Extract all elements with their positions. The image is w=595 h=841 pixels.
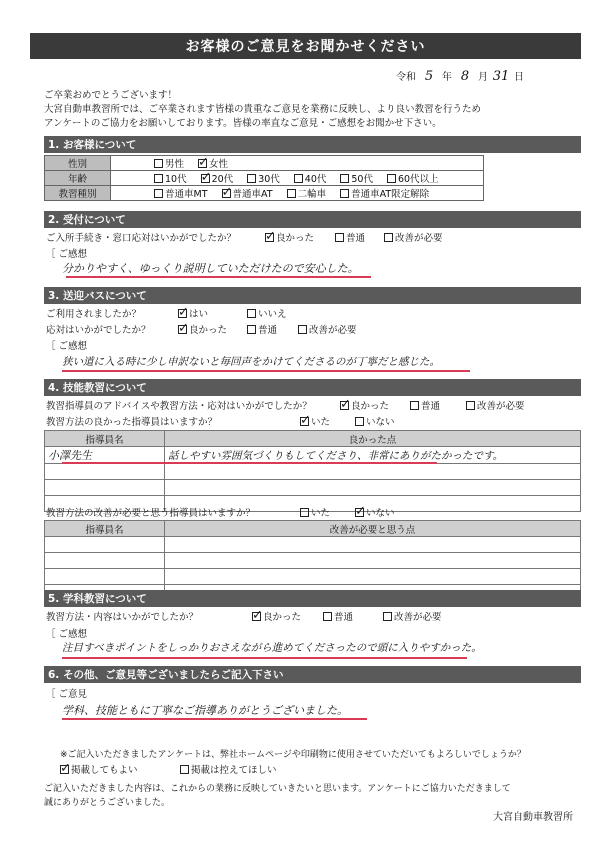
option-label: 改善が必要 — [309, 325, 357, 336]
option-label: 良かった — [351, 401, 390, 412]
checkbox[interactable] — [154, 159, 163, 168]
option-label: 50代 — [351, 174, 373, 185]
underline — [62, 718, 367, 720]
option-label: 10代 — [165, 174, 187, 185]
comment-label: ［ ご感想 — [46, 249, 88, 260]
good-instructor-yes[interactable] — [300, 414, 330, 428]
age-option[interactable] — [154, 171, 187, 185]
course-type-label: 教習種別 — [45, 186, 111, 201]
bus-service-good[interactable] — [178, 322, 227, 336]
checkbox-checked[interactable] — [178, 309, 187, 318]
option-label: 20代 — [211, 174, 234, 185]
column-header: 指導員名 — [45, 431, 165, 447]
page-title: お客様のご意見をお聞かせください — [30, 33, 581, 59]
checkbox-checked[interactable] — [60, 765, 69, 774]
checkbox[interactable] — [387, 174, 396, 183]
driving-instruction-question: 教習指導員のアドバイスや教習方法・応対はいかがでしたか？ — [46, 401, 312, 412]
course-option[interactable] — [287, 186, 327, 200]
instructor-name-cell[interactable] — [45, 537, 165, 553]
checkbox[interactable] — [383, 612, 392, 621]
reception-question: ご入所手続き・窓口応対はいかがでしたか？ — [46, 233, 237, 244]
option-label: 普通 — [346, 233, 366, 244]
good-point-cell[interactable] — [165, 464, 581, 480]
age-option[interactable] — [247, 171, 280, 185]
column-header: 指導員名 — [45, 521, 165, 537]
good-instructor-no[interactable] — [355, 414, 395, 428]
checkbox-checked[interactable] — [340, 401, 349, 410]
option-label: 普通 — [258, 325, 278, 336]
age-option[interactable] — [340, 171, 373, 185]
option-label: 40代 — [304, 174, 327, 185]
consent-question: ※ご記入いただきましたアンケートは、弊社ホームページや印刷物に使用させていただいてもよろしいでしょうか？ — [60, 750, 526, 760]
date-era: 令和 — [396, 72, 416, 83]
closing-text — [44, 782, 511, 810]
closing-line: ご記入いただきました内容は、これからの業務に反映していきたいと思います。アンケートにご協力いただきまして — [44, 784, 511, 794]
option-label: 二輪車 — [297, 189, 327, 200]
checkbox[interactable] — [355, 417, 364, 426]
good-instructor-question: 教習方法の良かった指導員はいますか？ — [46, 417, 218, 428]
checkbox[interactable] — [247, 325, 256, 334]
reception-option-improve[interactable] — [384, 230, 443, 244]
option-label: 女性 — [209, 159, 229, 170]
checkbox-checked[interactable] — [265, 233, 274, 242]
good-instructor-table — [44, 430, 581, 512]
option-label: いた — [311, 417, 331, 428]
option-label: 改善が必要 — [395, 233, 443, 244]
checkbox-checked[interactable] — [201, 174, 210, 183]
underline — [66, 276, 371, 278]
option-label: 60代以上 — [397, 174, 439, 185]
option-label: 掲載は控えてほしい — [191, 765, 277, 776]
date-month-unit: 月 — [478, 72, 488, 83]
option-label: いいえ — [258, 309, 287, 320]
underline — [62, 657, 467, 659]
option-label: 普通 — [421, 401, 441, 412]
good-point-text: 話しやすい雰囲気づくりもしてくださり、非常にありがたかったです。 — [168, 449, 504, 462]
good-point-cell[interactable] — [165, 447, 581, 464]
classroom-option-improve[interactable] — [383, 609, 442, 623]
improve-instructor-yes[interactable] — [300, 505, 330, 519]
option-label: 良かった — [189, 325, 228, 336]
driving-option-good[interactable] — [340, 398, 389, 412]
checkbox[interactable] — [287, 189, 296, 198]
checkbox[interactable] — [247, 174, 256, 183]
driving-option-normal[interactable] — [410, 398, 440, 412]
option-label: 改善が必要 — [477, 401, 525, 412]
date-year[interactable]: 5 — [424, 69, 434, 84]
underline — [62, 370, 470, 372]
age-option[interactable] — [387, 171, 439, 185]
bus-service-improve[interactable] — [298, 322, 357, 336]
reception-option-normal[interactable] — [335, 230, 365, 244]
good-point-cell[interactable] — [165, 480, 581, 496]
option-label: 普通 — [334, 612, 354, 623]
date-year-unit: 年 — [442, 72, 452, 83]
classroom-question: 教習方法・内容はいかがでしたか？ — [46, 612, 199, 623]
instructor-name-cell[interactable] — [45, 480, 165, 496]
column-header: 良かった点 — [165, 431, 581, 447]
checkbox[interactable] — [340, 174, 349, 183]
underline — [62, 462, 437, 464]
age-option[interactable] — [201, 171, 234, 185]
consent-allow[interactable] — [60, 762, 138, 776]
checkbox[interactable] — [294, 174, 303, 183]
age-option[interactable] — [294, 171, 327, 185]
reception-option-good[interactable] — [265, 230, 314, 244]
option-label: 掲載してもよい — [71, 765, 138, 776]
checkbox[interactable] — [247, 309, 256, 318]
course-option[interactable] — [154, 186, 208, 200]
checkbox-checked[interactable] — [222, 189, 231, 198]
driving-option-improve[interactable] — [466, 398, 525, 412]
option-label: はい — [189, 309, 209, 320]
closing-line: 誠にありがとうございました。 — [44, 798, 171, 808]
consent-refuse[interactable] — [180, 762, 277, 776]
bus-service-question: 応対はいかがでしたか？ — [46, 325, 151, 336]
classroom-option-normal[interactable] — [323, 609, 353, 623]
checkbox[interactable] — [300, 508, 309, 517]
checkbox-checked[interactable] — [355, 508, 364, 517]
instructor-name-cell[interactable] — [45, 464, 165, 480]
column-header: 改善が必要と思う点 — [165, 521, 581, 537]
bus-use-yes[interactable] — [178, 306, 208, 320]
option-label: 普通車AT — [232, 189, 273, 200]
option-label: 改善が必要 — [394, 612, 442, 623]
section-6-header: 6. その他、ご意見等ございましたらご記入下さい — [44, 666, 581, 683]
instructor-name-cell[interactable] — [45, 553, 165, 569]
checkbox[interactable] — [340, 189, 349, 198]
checkbox-checked[interactable] — [252, 612, 261, 621]
section-2-header: 2. 受付について — [44, 211, 581, 228]
bus-comment[interactable]: 狭い道に入る時に少し申訳ないと毎回声をかけてくださるのが丁寧だと感じた。 — [62, 356, 440, 368]
checkbox[interactable] — [154, 174, 163, 183]
checkbox[interactable] — [323, 612, 332, 621]
option-label: 30代 — [258, 174, 280, 185]
checkbox[interactable] — [384, 233, 393, 242]
gender-label: 性別 — [45, 156, 111, 171]
comment-label: ［ ご感想 — [46, 341, 88, 352]
bus-service-normal[interactable] — [247, 322, 277, 336]
option-label: いた — [311, 508, 331, 519]
checkbox[interactable] — [154, 189, 163, 198]
improve-instructor-question: 教習方法の改善が必要と思う指導員はいますか？ — [46, 508, 256, 519]
option-label: 普通車MT — [165, 189, 208, 200]
checkbox[interactable] — [180, 765, 189, 774]
gender-female-option[interactable] — [198, 156, 228, 170]
customer-info-table — [44, 155, 484, 201]
course-option[interactable] — [222, 186, 273, 200]
checkbox[interactable] — [335, 233, 344, 242]
checkbox-checked[interactable] — [300, 417, 309, 426]
checkbox[interactable] — [466, 401, 475, 410]
checkbox-checked[interactable] — [198, 159, 207, 168]
improve-point-cell[interactable] — [165, 553, 581, 569]
section-3-header: 3. 送迎バスについて — [44, 287, 581, 304]
bus-use-question: ご利用されましたか？ — [46, 309, 142, 320]
date-day[interactable]: 31 — [492, 69, 510, 84]
section-4-header: 4. 技能教習について — [44, 379, 581, 396]
checkbox[interactable] — [410, 401, 419, 410]
improve-instructor-table — [44, 520, 581, 601]
classroom-comment[interactable]: 注目すべきポイントをしっかりおさえながら進めてくださったので頭に入りやすかった。 — [62, 642, 482, 654]
option-label: いない — [366, 508, 395, 519]
other-comment[interactable]: 学科、技能ともに丁寧なご指導ありがとうございました。 — [62, 704, 348, 717]
date-day-unit: 日 — [514, 72, 524, 83]
intro-line: 大宮自動車教習所では、ご卒業されます皆様の貴重なご意見を業務に反映し、より良い教習を行うため — [44, 104, 482, 115]
section-1-header: 1. お客様について — [44, 136, 581, 153]
improve-point-cell[interactable] — [165, 537, 581, 553]
instructor-name-cell[interactable] — [45, 569, 165, 585]
option-label: 良かった — [276, 233, 315, 244]
option-label: 普通車AT限定解除 — [351, 189, 430, 200]
option-label: いない — [366, 417, 395, 428]
course-option[interactable] — [340, 186, 429, 200]
checkbox[interactable] — [298, 325, 307, 334]
instructor-name: 小澤先生 — [48, 449, 92, 462]
reception-comment[interactable]: 分かりやすく、ゆっくり説明していただけたので安心した。 — [62, 262, 359, 275]
checkbox-checked[interactable] — [178, 325, 187, 334]
intro-text — [44, 89, 584, 131]
school-name: 大宮自動車教習所 — [493, 812, 573, 823]
gender-male-option[interactable] — [154, 156, 184, 170]
date-month[interactable]: 8 — [460, 69, 470, 84]
intro-line: ご卒業おめでとうございます！ — [44, 90, 178, 101]
comment-label: ［ ご感想 — [46, 629, 88, 640]
section-5-header: 5. 学科教習について — [44, 590, 581, 607]
improve-instructor-no[interactable] — [355, 505, 395, 519]
improve-point-cell[interactable] — [165, 569, 581, 585]
date-line — [396, 68, 586, 84]
comment-label: ［ ご意見 — [46, 689, 88, 700]
instructor-name-cell[interactable] — [45, 447, 165, 464]
age-label: 年齢 — [45, 171, 111, 186]
option-label: 男性 — [165, 159, 185, 170]
bus-use-no[interactable] — [247, 306, 287, 320]
intro-line: アンケートのご協力をお願いしております。皆様の率直なご意見・ご感想をお聞かせ下さい。 — [44, 118, 442, 129]
classroom-option-good[interactable] — [252, 609, 301, 623]
option-label: 良かった — [263, 612, 302, 623]
